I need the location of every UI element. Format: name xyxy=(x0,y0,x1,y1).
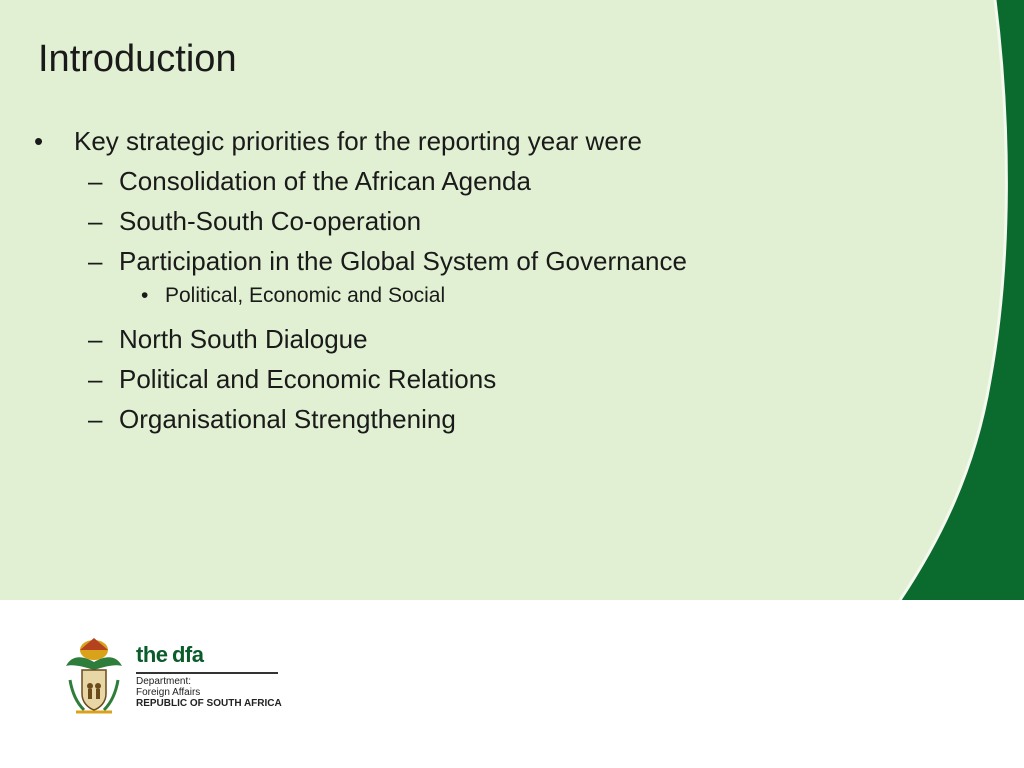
bullet-item xyxy=(0,200,900,240)
brand-line-country: REPUBLIC OF SOUTH AFRICA xyxy=(136,698,282,709)
bullet-item xyxy=(0,160,900,200)
bullet-marker: – xyxy=(88,364,103,394)
bullet-text: Organisational Strengthening xyxy=(119,404,456,434)
brand-line-department: Department: xyxy=(136,676,192,687)
bullet-text: Political, Economic and Social xyxy=(165,284,446,307)
slide-title: Introduction xyxy=(38,38,237,80)
bullet-text: Consolidation of the African Agenda xyxy=(119,166,531,196)
bullet-text: Political and Economic Relations xyxy=(119,364,497,394)
bullet-item xyxy=(0,318,900,358)
bullet-text: Key strategic priorities for the reporting year were xyxy=(74,126,642,156)
bullet-text: Participation in the Global System of Governance xyxy=(119,246,687,276)
bullet-marker: • xyxy=(141,284,149,307)
brand-the-text: the xyxy=(136,642,168,667)
bullet-item xyxy=(0,398,900,438)
bullet-marker: • xyxy=(34,126,44,156)
coat-of-arms-icon xyxy=(62,636,126,716)
brand-line-ministry: Foreign Affairs xyxy=(136,687,201,698)
bullet-marker: – xyxy=(88,324,103,354)
bullet-marker: – xyxy=(88,246,103,276)
sub-bullet-item xyxy=(0,280,900,318)
dfa-logo xyxy=(62,636,302,720)
bullet-list xyxy=(0,120,900,438)
brand-department-lines xyxy=(136,676,282,709)
bullet-item xyxy=(0,240,900,280)
bullet-marker: – xyxy=(88,404,103,434)
bullet-item xyxy=(0,120,900,160)
bullet-marker: – xyxy=(88,166,103,196)
bullet-text: South-South Co-operation xyxy=(119,206,422,236)
bullet-item xyxy=(0,358,900,398)
brand-divider xyxy=(136,672,278,674)
bullet-marker: – xyxy=(88,206,103,236)
brand-dfa-text: dfa xyxy=(171,642,204,667)
brand-wordmark xyxy=(136,642,203,668)
bullet-text: North South Dialogue xyxy=(119,324,368,354)
